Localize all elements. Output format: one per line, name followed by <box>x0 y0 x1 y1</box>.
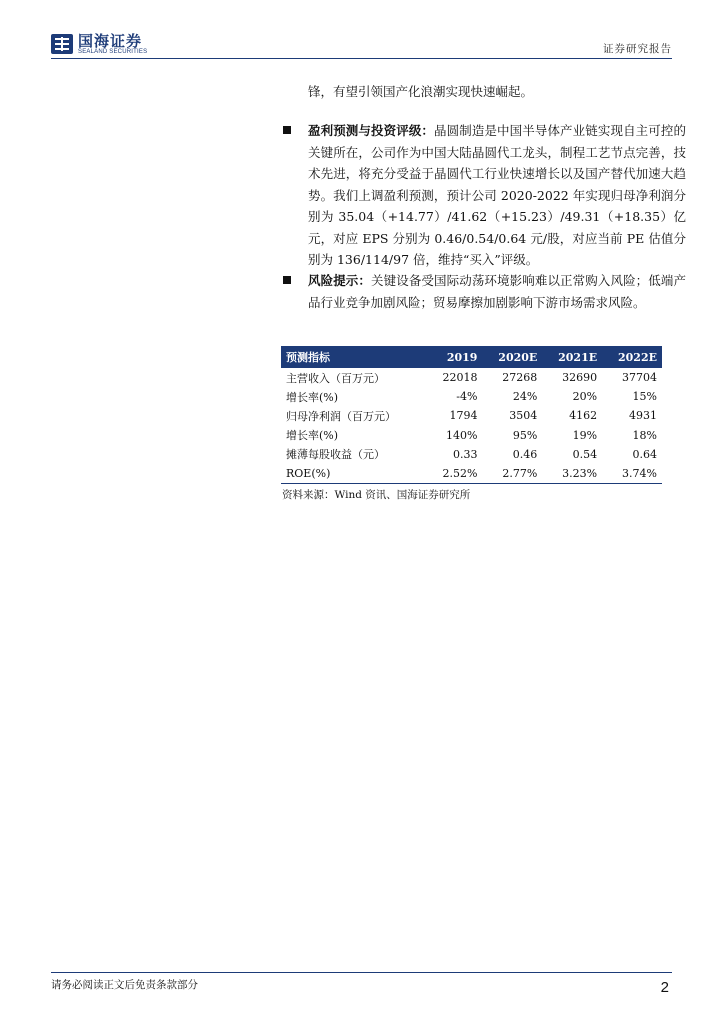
table-cell: 4162 <box>569 409 598 423</box>
table-cell: 0.33 <box>452 447 478 461</box>
table-cell: 0.46 <box>512 447 538 461</box>
company-logo <box>51 33 151 57</box>
bullet-body: 晶圆制造是中国半导体产业链实现自主可控的关键所在，公司作为中国大陆晶圆代工龙头，制程工艺节点完善，技术先进，将充分受益于晶圆代工行业快速增长以及国产替代加速大趋势。我们上调盈利预测，预计公司 2020-2022 年实现归母净利润分别为 35.04（+14.77）/41.62（+15.23）/49.31（+18.35）亿元，对应 EPS 分别为 0.46/0.54/0.64 元/股，对应当前 PE 估值分别为 136/114/97 倍，维持“买入”评级。 <box>308 123 686 267</box>
table-cell: 37704 <box>622 371 657 385</box>
table-row <box>281 445 662 464</box>
table-header-cell: 预测指标 <box>281 346 428 368</box>
table-cell: 3504 <box>509 409 538 423</box>
table-cell: 0.54 <box>572 447 598 461</box>
table-cell: 归母净利润（百万元） <box>286 409 396 423</box>
table-row <box>281 387 662 406</box>
bullet-body: 关键设备受国际动荡环境影响难以正常购入风险；低端产品行业竞争加剧风险；贸易摩擦加剧影响下游市场需求风险。 <box>308 273 686 310</box>
bullet-square-icon <box>283 126 291 134</box>
header-divider <box>51 58 672 59</box>
page-number: 2 <box>660 979 669 996</box>
table-cell: 增长率(%) <box>286 429 339 443</box>
table-cell: 32690 <box>562 371 598 385</box>
bullet-square-icon <box>283 276 291 284</box>
table-cell: 24% <box>512 390 538 404</box>
paragraph-continuation: 锋，有望引领国产化浪潮实现快速崛起。 <box>308 84 534 99</box>
table-cell: 增长率(%) <box>286 390 339 404</box>
table-cell: 3.74% <box>602 464 662 484</box>
table-cell: 3.23% <box>542 464 602 484</box>
bullet-text <box>308 120 686 271</box>
table-row <box>281 426 662 445</box>
table-header-cell: 2020E <box>482 346 542 368</box>
bullet-lead: 风险提示： <box>308 273 372 288</box>
forecast-table <box>281 346 662 484</box>
table-source-note: 资料来源：Wind 资讯、国海证券研究所 <box>282 489 471 501</box>
table-cell: 2.52% <box>428 464 483 484</box>
table-cell: ROE(%) <box>281 464 428 484</box>
table-cell: 18% <box>632 428 657 442</box>
table-cell: 摊薄每股收益（元） <box>286 448 385 462</box>
logo-mark-icon <box>51 34 73 54</box>
bullet-text <box>308 270 686 313</box>
table-row <box>281 368 662 387</box>
table-header-cell: 2019 <box>428 346 483 368</box>
table-cell: 140% <box>446 428 478 442</box>
footer-divider <box>51 972 672 973</box>
table-cell: 0.64 <box>632 447 657 461</box>
table-row <box>281 406 662 425</box>
logo-text-cn: 国海证券 <box>78 32 143 50</box>
table-cell: 4931 <box>629 409 657 423</box>
disclaimer-note: 请务必阅读正文后免责条款部分 <box>51 979 198 991</box>
table-cell: 1794 <box>449 409 478 423</box>
bullet-lead: 盈利预测与投资评级： <box>308 123 435 138</box>
table-cell: 27268 <box>502 371 538 385</box>
table-row <box>281 464 662 484</box>
table-cell: -4% <box>456 390 478 404</box>
table-cell: 19% <box>572 428 598 442</box>
logo-text-en: SEALAND SECURITIES <box>78 49 148 55</box>
table-header-row <box>281 346 662 368</box>
table-cell: 2.77% <box>482 464 542 484</box>
table-cell: 20% <box>572 390 598 404</box>
table-header-cell: 2022E <box>602 346 662 368</box>
table-cell: 15% <box>632 390 657 404</box>
table-cell: 22018 <box>442 371 478 385</box>
report-type-label: 证券研究报告 <box>603 43 672 55</box>
table-cell: 95% <box>512 428 538 442</box>
table-header-cell: 2021E <box>542 346 602 368</box>
table-cell: 主营收入（百万元） <box>286 371 385 385</box>
